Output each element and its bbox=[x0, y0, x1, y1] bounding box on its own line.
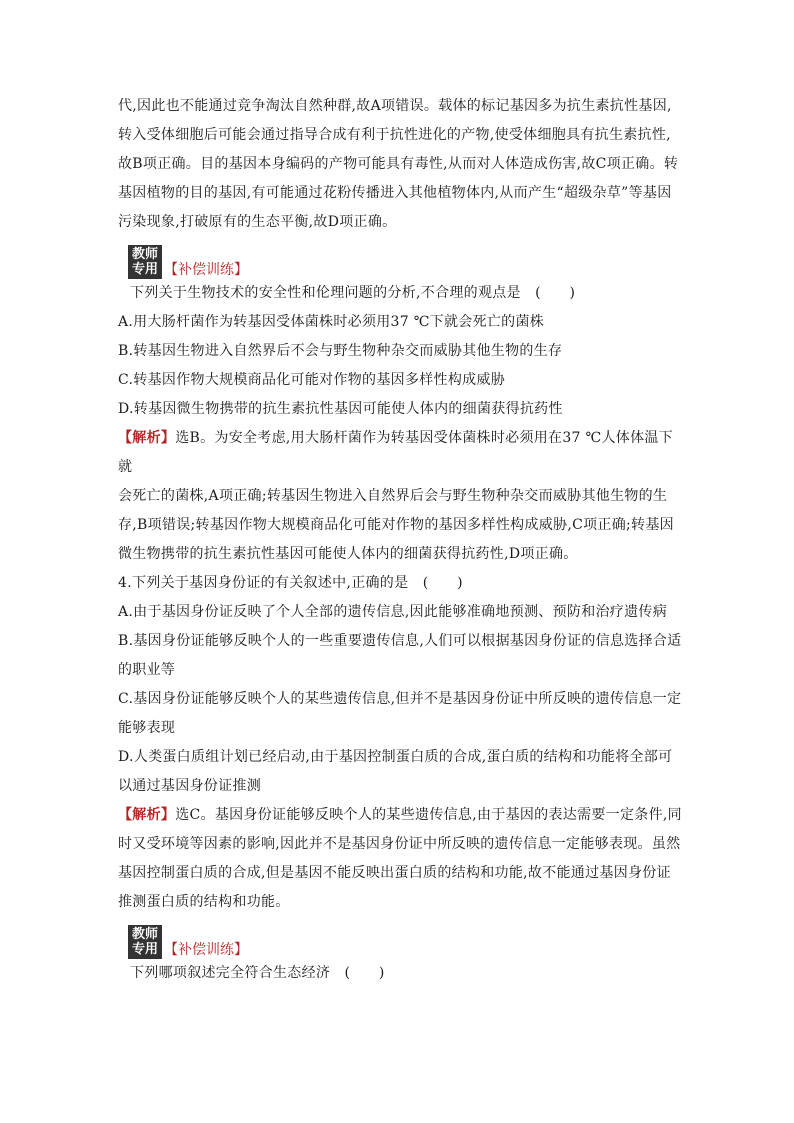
analysis-line bbox=[118, 424, 684, 482]
teacher-badge-line: 教师 bbox=[131, 247, 158, 262]
teacher-badge-line: 专用 bbox=[131, 262, 158, 277]
analysis-block bbox=[118, 801, 684, 917]
analysis-line: 推测蛋白质的结构和功能。 bbox=[118, 894, 290, 910]
option-d: D.转基因微生物携带的抗生素抗性基因可能使人体内的细菌获得抗药性 bbox=[118, 401, 563, 417]
option-a: A.用大肠杆菌作为转基因受体菌株时必须用37 ℃下就会死亡的菌株 bbox=[118, 314, 545, 330]
exercise-2 bbox=[118, 959, 684, 988]
option-line: C.基因身份证能够反映个人的某些遗传信息,但并不是基因身份证中所反映的遗传信息一定 bbox=[118, 691, 682, 707]
analysis-line: 会死亡的菌株,A项正确;转基因生物进入自然界后会与野生物种杂交而威胁其他生物的生 bbox=[118, 488, 668, 504]
analysis-line: 时又受环境等因素的影响,因此并不是基因身份证中所反映的遗传信息一定能够表现。虽然 bbox=[118, 836, 681, 852]
option-b: B.转基因生物进入自然界后不会与野生物种杂交而威胁其他生物的生存 bbox=[118, 343, 563, 359]
option-line: B.基因身份证能够反映个人的一些重要遗传信息,人们可以根据基因身份证的信息选择合适 bbox=[118, 633, 682, 649]
question-stem: 下列关于生物技术的安全性和伦理问题的分析,不合理的观点是 ( ) bbox=[130, 285, 576, 301]
analysis-text: 选B。为安全考虑,用大肠杆菌作为转基因受体菌株时必须用在37 ℃人体体温下就 bbox=[118, 430, 673, 475]
exercise-1 bbox=[118, 279, 684, 569]
option-c: C.转基因作物大规模商品化可能对作物的基因多样性构成威胁 bbox=[118, 372, 506, 388]
option-line: 以通过基因身份证推测 bbox=[118, 778, 261, 794]
teacher-badge-line: 教师 bbox=[131, 927, 158, 942]
analysis-block bbox=[118, 424, 684, 569]
supplementary-training-label: 【补偿训练】 bbox=[164, 262, 248, 278]
teacher-only-tag bbox=[118, 241, 684, 279]
option-line: 的职业等 bbox=[118, 662, 176, 678]
analysis-line: 微生物携带的抗生素抗性基因可能使人体内的细菌获得抗药性,D项正确。 bbox=[118, 546, 578, 562]
teacher-badge bbox=[128, 245, 162, 279]
analysis-label: 【解析】 bbox=[118, 430, 176, 446]
teacher-badge-line: 专用 bbox=[131, 942, 158, 957]
text-line: 污染现象,打破原有的生态平衡,故D项正确。 bbox=[118, 214, 397, 230]
option-line: 能够表现 bbox=[118, 720, 176, 736]
analysis-line: 存,B项错误;转基因作物大规模商品化可能对作物的基因多样性构成威胁,C项正确;转基因 bbox=[118, 517, 674, 533]
question-stem: 4.下列关于基因身份证的有关叙述中,正确的是 ( ) bbox=[118, 575, 463, 591]
text-line: 基因植物的目的基因,有可能通过花粉传播进入其他植物体内,从而产生“超级杂草”等基因 bbox=[118, 185, 672, 201]
question-stem: 下列哪项叙述完全符合生态经济 ( ) bbox=[130, 965, 385, 981]
option-line: A.由于基因身份证反映了个人全部的遗传信息,因此能够准确地预测、预防和治疗遗传病 bbox=[118, 604, 668, 620]
teacher-only-tag bbox=[118, 921, 684, 959]
option-line: D.人类蛋白质组计划已经启动,由于基因控制蛋白质的合成,蛋白质的结构和功能将全部可 bbox=[118, 749, 673, 765]
supplementary-training-label: 【补偿训练】 bbox=[164, 942, 248, 958]
analysis-line bbox=[118, 801, 684, 830]
intro-paragraph bbox=[118, 92, 684, 237]
text-line: 代,因此也不能通过竞争淘汰自然种群,故A项错误。载体的标记基因多为抗生素抗性基因, bbox=[118, 98, 672, 114]
analysis-label: 【解析】 bbox=[118, 807, 176, 823]
analysis-text: 选C。基因身份证能够反映个人的某些遗传信息,由于基因的表达需要一定条件,同 bbox=[175, 807, 682, 823]
analysis-line: 基因控制蛋白质的合成,但是基因不能反映出蛋白质的结构和功能,故不能通过基因身份证 bbox=[118, 865, 671, 881]
question-4 bbox=[118, 569, 684, 917]
teacher-badge bbox=[128, 925, 162, 959]
text-line: 故B项正确。目的基因本身编码的产物可能具有毒性,从而对人体造成伤害,故C项正确。转 bbox=[118, 156, 679, 172]
text-line: 转入受体细胞后可能会通过指导合成有利于抗性进化的产物,使受体细胞具有抗生素抗性, bbox=[118, 127, 671, 143]
document-content bbox=[118, 92, 684, 988]
